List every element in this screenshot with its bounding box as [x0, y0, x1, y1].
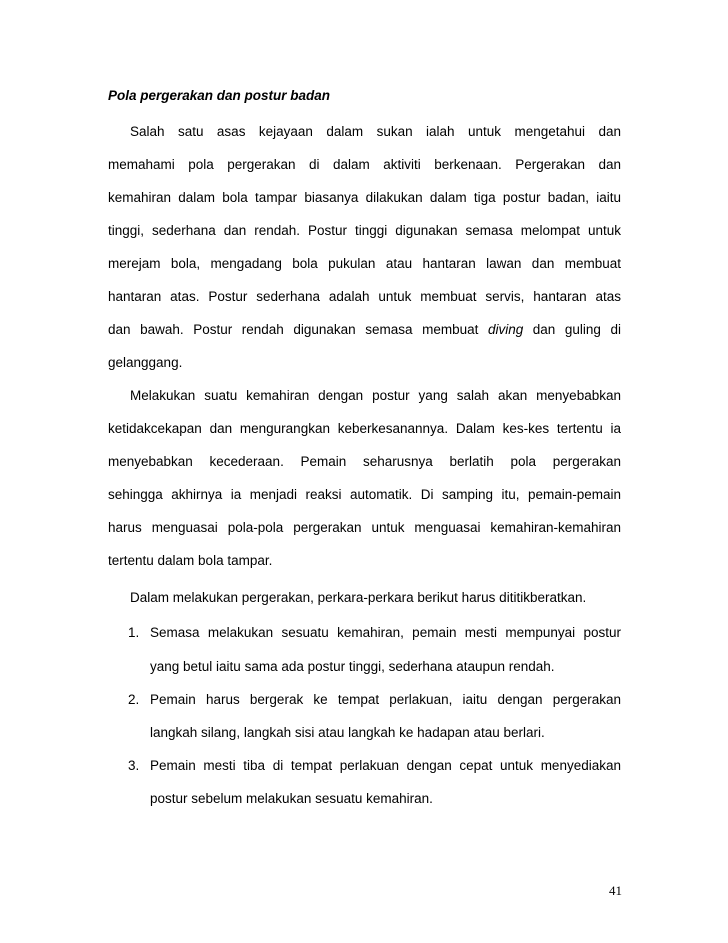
paragraph-line: gelanggang.	[108, 355, 183, 370]
list-item	[128, 624, 621, 642]
list-item-number: 3.	[128, 758, 140, 773]
list-item-number: 1.	[128, 625, 140, 640]
paragraph-line: sehingga akhirnya ia menjadi reaksi automatik. Di samping itu, pemain-pemain	[108, 487, 621, 502]
list-item-continuation: yang betul iaitu sama ada postur tinggi, sederhana ataupun rendah.	[150, 659, 555, 674]
paragraph-line: menyebabkan kecederaan. Pemain seharusnya berlatih pola pergerakan	[108, 454, 621, 469]
paragraph-line: ketidakcekapan dan mengurangkan keberkesanannya. Dalam kes-kes tertentu ia	[108, 421, 621, 436]
list-item-number: 2.	[128, 692, 140, 707]
section-heading: Pola pergerakan dan postur badan	[108, 88, 331, 103]
paragraph-line: tinggi, sederhana dan rendah. Postur tinggi digunakan semasa melompat untuk	[108, 223, 621, 238]
list-item-continuation: langkah silang, langkah sisi atau langkah ke hadapan atau berlari.	[150, 725, 545, 740]
list-intro: Dalam melakukan pergerakan, perkara-perkara berikut harus dititikberatkan.	[130, 590, 587, 605]
list-item-text: Pemain mesti tiba di tempat perlakuan dengan cepat untuk menyediakan	[150, 758, 621, 773]
italic-term: diving	[487, 322, 524, 337]
paragraph-line: harus menguasai pola-pola pergerakan untuk menguasai kemahiran-kemahiran	[108, 520, 621, 535]
list-item-text: Semasa melakukan sesuatu kemahiran, pemain mesti mempunyai postur	[150, 625, 621, 640]
list-item-continuation: postur sebelum melakukan sesuatu kemahiran.	[150, 791, 433, 806]
paragraph-text: dan bawah. Postur rendah digunakan semasa membuat	[108, 322, 488, 337]
paragraph-line: merejam bola, mengadang bola pukulan atau hantaran lawan dan membuat	[108, 256, 621, 271]
paragraph-line: tertentu dalam bola tampar.	[108, 553, 273, 568]
list-item-text: Pemain harus bergerak ke tempat perlakuan, iaitu dengan pergerakan	[150, 692, 621, 707]
paragraph-line-with-italic	[108, 321, 621, 339]
paragraph-line: Melakukan suatu kemahiran dengan postur yang salah akan menyebabkan	[130, 388, 621, 403]
page-number: 41	[609, 883, 622, 898]
paragraph-line: Salah satu asas kejayaan dalam sukan ialah untuk mengetahui dan	[130, 124, 621, 139]
list-item	[128, 691, 621, 709]
paragraph-line: memahami pola pergerakan di dalam aktiviti berkenaan. Pergerakan dan	[108, 157, 621, 172]
paragraph-line: hantaran atas. Postur sederhana adalah untuk membuat servis, hantaran atas	[108, 289, 621, 304]
paragraph-text: dan guling di	[523, 322, 621, 337]
list-item	[128, 757, 621, 775]
paragraph-line: kemahiran dalam bola tampar biasanya dilakukan dalam tiga postur badan, iaitu	[108, 190, 621, 205]
